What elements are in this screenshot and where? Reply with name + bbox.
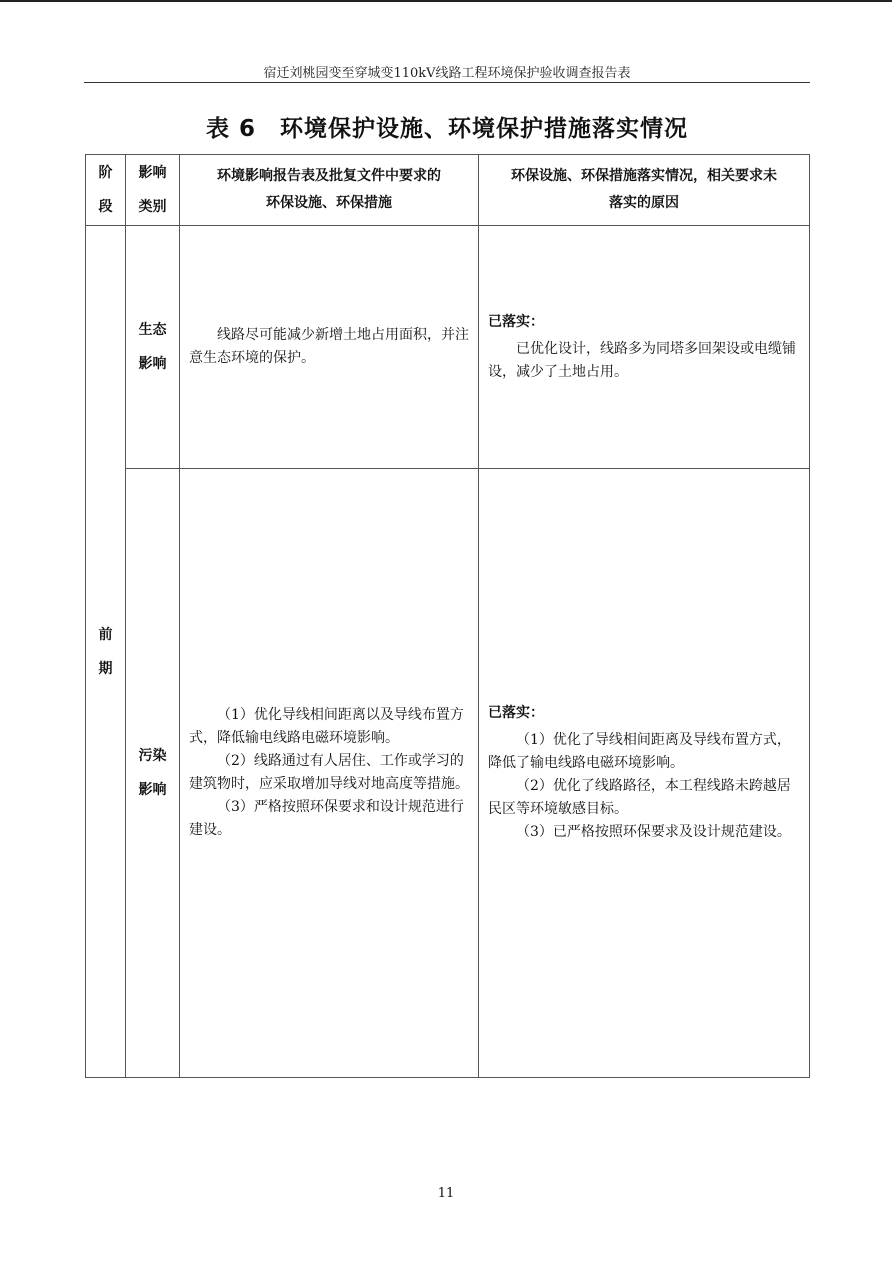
category-pollution-line-1: 污染 (138, 748, 167, 764)
header-implementation-line-1: 环保设施、环保措施落实情况，相关要求未 (511, 168, 777, 184)
header-requirements (180, 155, 479, 226)
category-pollution-line-2: 影响 (138, 782, 167, 798)
header-requirements-line-2: 环保设施、环保措施 (266, 195, 392, 211)
status-label: 已落实： (488, 705, 544, 721)
header-implementation (479, 155, 810, 226)
category-ecology-line-2: 影响 (138, 356, 167, 372)
header-category-line-2: 类别 (138, 199, 167, 215)
implementation-text: 已优化设计，线路多为同塔多回架设或电缆铺设，减少了土地占用。 (488, 340, 796, 380)
header-stage-line-1: 阶 (98, 165, 113, 181)
header-rule (84, 82, 810, 83)
header-stage (86, 155, 126, 226)
table-header-row (86, 155, 810, 226)
implementation-item-2: （2）优化了线路路径，本工程线路未跨越居民区等环境敏感目标。 (488, 778, 791, 817)
requirements-pollution (180, 469, 479, 1078)
header-implementation-line-2: 落实的原因 (609, 195, 679, 211)
measures-table (85, 154, 810, 1078)
category-pollution (126, 469, 180, 1078)
implementation-item-3: （3）已严格按照环保要求及设计规范建设。 (516, 824, 791, 840)
table-row-ecology (86, 226, 810, 469)
table-row-pollution (86, 469, 810, 1078)
requirement-item-1: （1）优化导线相间距离以及导线布置方式，降低输电线路电磁环境影响。 (189, 707, 464, 746)
header-category (126, 155, 180, 226)
status-label: 已落实： (488, 313, 544, 330)
stage-line-1: 前 (98, 626, 113, 643)
running-header: 宿迁刘桃园变至穿城变110kV线路工程环境保护验收调查报告表 (263, 66, 631, 81)
page-top-border (0, 0, 892, 2)
implementation-pollution (479, 469, 810, 1078)
header-requirements-line-1: 环境影响报告表及批复文件中要求的 (217, 168, 441, 184)
header-stage-line-2: 段 (98, 199, 113, 215)
page-number: 11 (437, 1186, 455, 1201)
requirement-item-2: （2）线路通过有人居住、工作或学习的建筑物时，应采取增加导线对地高度等措施。 (189, 753, 469, 792)
header-category-line-1: 影响 (138, 165, 167, 181)
table-title: 表 6 环境保护设施、环境保护措施落实情况 (205, 116, 688, 142)
requirement-item-3: （3）严格按照环保要求和设计规范进行建设。 (189, 799, 464, 838)
stage-line-2: 期 (98, 660, 113, 677)
stage-cell (86, 226, 126, 1078)
implementation-ecology (479, 226, 810, 469)
implementation-item-1: （1）优化了导线相间距离及导线布置方式，降低了输电线路电磁环境影响。 (488, 732, 791, 771)
requirement-text: 线路尽可能减少新增土地占用面积，并注意生态环境的保护。 (189, 327, 469, 366)
requirements-ecology (180, 226, 479, 469)
category-ecology (126, 226, 180, 469)
category-ecology-line-1: 生态 (138, 322, 167, 338)
